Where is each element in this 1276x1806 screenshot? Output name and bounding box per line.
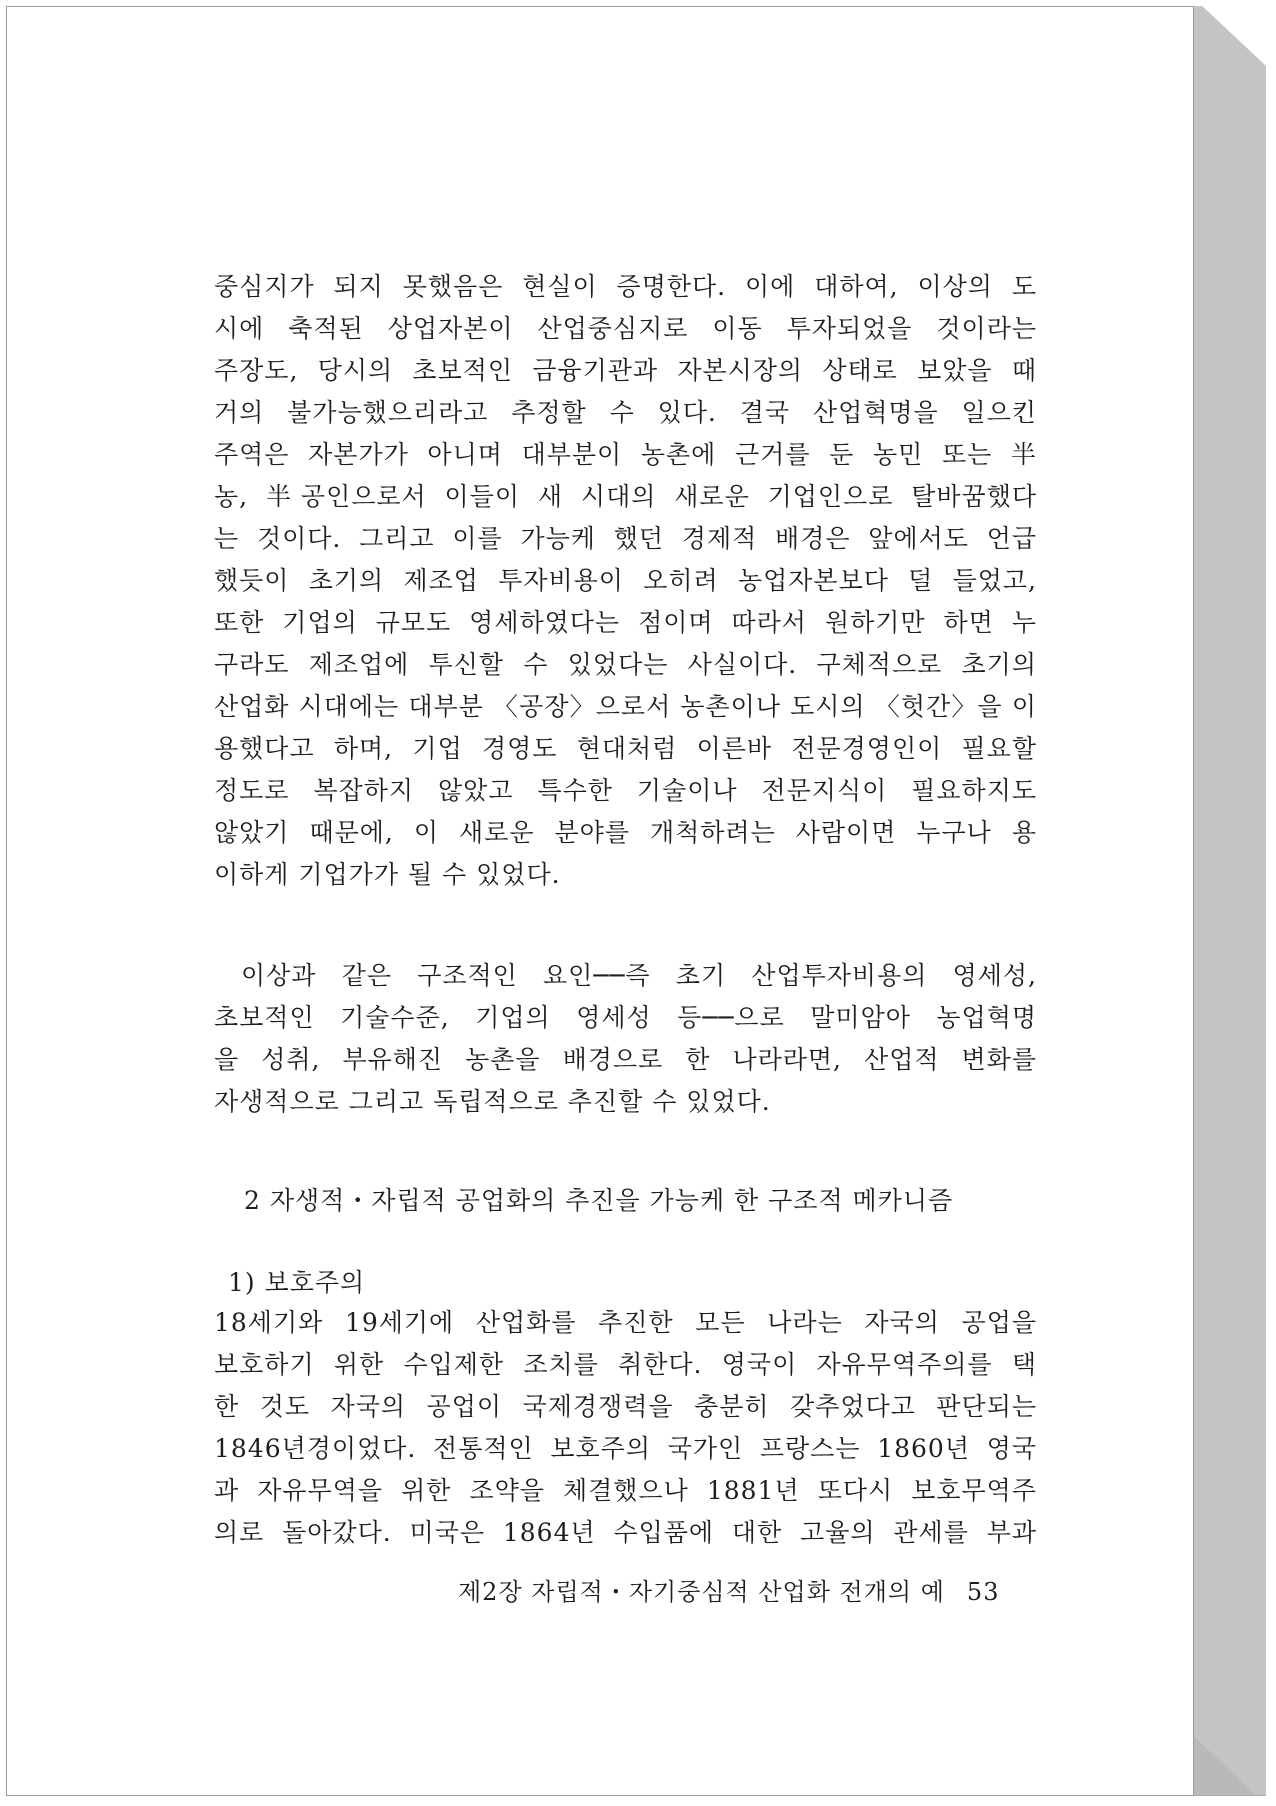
text-line: 중심지가 되지 못했음은 현실이 증명한다. 이에 대하여, 이상의 도 [214, 272, 1037, 301]
paragraph-1 [214, 266, 1037, 896]
text-line: 보호하기 위한 수입제한 조치를 취한다. 영국이 자유무역주의를 택 [214, 1350, 1037, 1379]
text-line: 또한 기업의 규모도 영세하였다는 점이며 따라서 원하기만 하면 누 [214, 608, 1037, 637]
text-line: 정도로 복잡하지 않았고 특수한 기술이나 전문지식이 필요하지도 [214, 776, 1037, 805]
page-number: 53 [966, 1578, 1000, 1606]
text-line: 이하게 기업가가 될 수 있었다. [214, 860, 561, 889]
text-line: 주역은 자본가가 아니며 대부분이 농촌에 근거를 둔 농민 또는 半 [214, 440, 1037, 469]
paragraph-3 [214, 1302, 1037, 1554]
text-line: 초보적인 기술수준, 기업의 영세성 등──으로 말미암아 농업혁명 [214, 1003, 1037, 1032]
text-line: 주장도, 당시의 초보적인 금융기관과 자본시장의 상태로 보았을 때 [214, 356, 1037, 385]
text-line: 농, 半공인으로서 이들이 새 시대의 새로운 기업인으로 탈바꿈했다 [214, 482, 1037, 511]
page-stack-edge [1194, 6, 1266, 1796]
text-line: 용했다고 하며, 기업 경영도 현대처럼 이른바 전문경영인이 필요할 [214, 734, 1037, 763]
running-chapter-title: 제2장 자립적・자기중심적 산업화 전개의 예 [458, 1578, 945, 1606]
text-line: 과 자유무역을 위한 조약을 체결했으나 1881년 또다시 보호무역주 [214, 1476, 1037, 1505]
text-line: 한 것도 자국의 공업이 국제경쟁력을 충분히 갖추었다고 판단되는 [214, 1392, 1037, 1421]
text-line: 1846년경이었다. 전통적인 보호주의 국가인 프랑스는 1860년 영국 [214, 1434, 1037, 1463]
page-footer [458, 1572, 999, 1612]
subsection-heading: 1) 보호주의 [228, 1268, 366, 1297]
text-line: 거의 불가능했으리라고 추정할 수 있다. 결국 산업혁명을 일으킨 [214, 398, 1037, 427]
section-heading: 2 자생적・자립적 공업화의 추진을 가능케 한 구조적 메카니즘 [244, 1186, 954, 1215]
text-line: 않았기 때문에, 이 새로운 분야를 개척하려는 사람이면 누구나 용 [214, 818, 1037, 847]
paragraph-2 [214, 955, 1037, 1123]
text-line: 이상과 같은 구조적인 요인──즉 초기 산업투자비용의 영세성, [241, 961, 1037, 990]
text-line: 는 것이다. 그리고 이를 가능케 했던 경제적 배경은 앞에서도 언급 [214, 524, 1037, 553]
text-line: 산업화 시대에는 대부분 〈공장〉으로서 농촌이나 도시의 〈헛간〉을 이 [214, 692, 1037, 721]
text-line: 시에 축적된 상업자본이 산업중심지로 이동 투자되었을 것이라는 [214, 314, 1037, 343]
text-line: 자생적으로 그리고 독립적으로 추진할 수 있었다. [214, 1087, 771, 1116]
text-line: 을 성취, 부유해진 농촌을 배경으로 한 나라라면, 산업적 변화를 [214, 1045, 1037, 1074]
text-line: 의로 돌아갔다. 미국은 1864년 수입품에 대한 고율의 관세를 부과 [214, 1518, 1037, 1547]
text-line: 18세기와 19세기에 산업화를 추진한 모든 나라는 자국의 공업을 [214, 1308, 1037, 1337]
text-line: 구라도 제조업에 투신할 수 있었다는 사실이다. 구체적으로 초기의 [214, 650, 1037, 679]
text-line: 했듯이 초기의 제조업 투자비용이 오히려 농업자본보다 덜 들었고, [214, 566, 1037, 595]
